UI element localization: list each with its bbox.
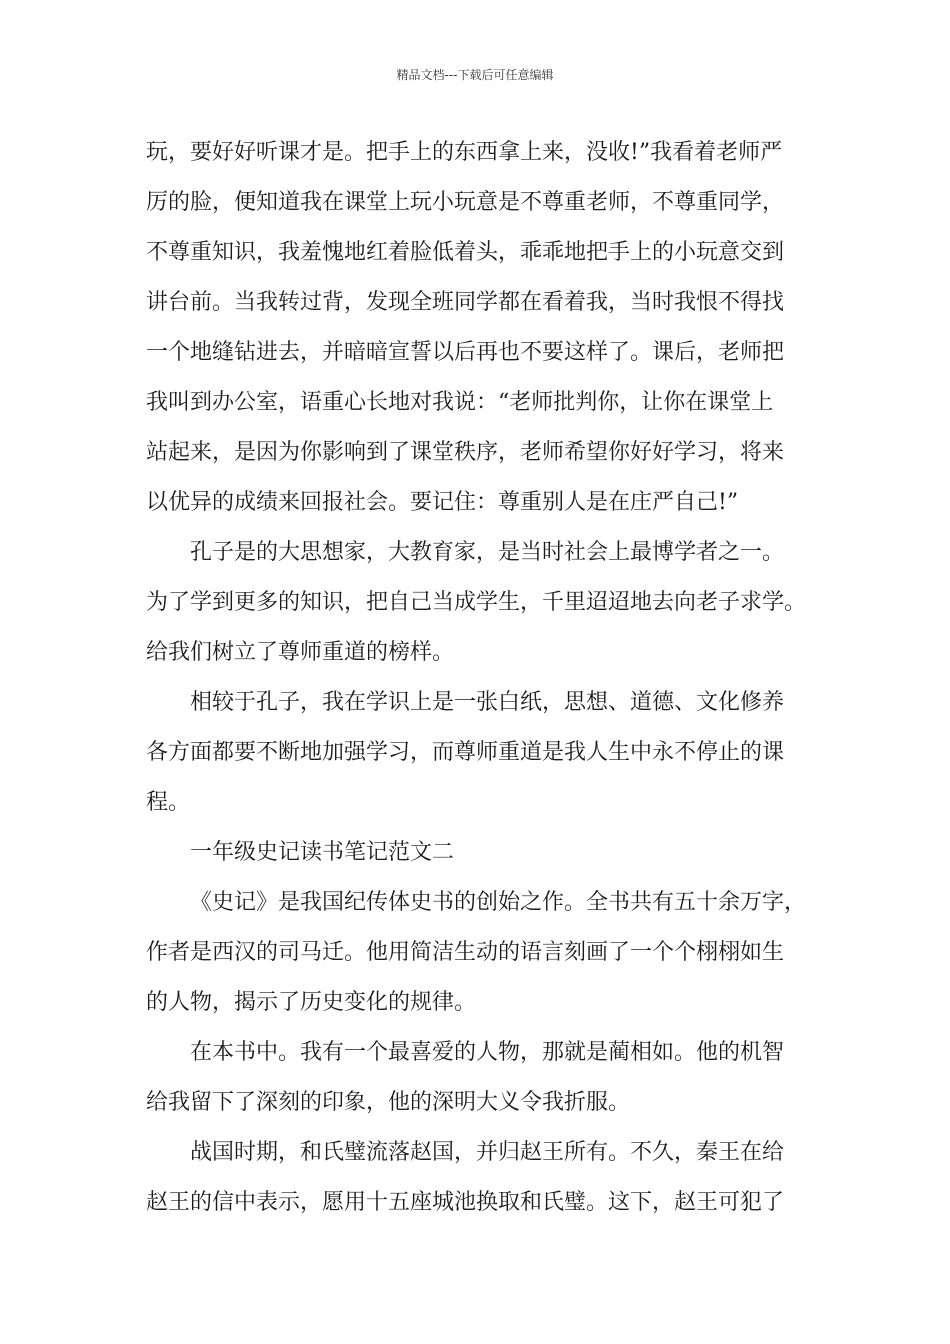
text-line: 各方面都要不断地加强学习，而尊师重道是我人生中永不停止的课 [146, 740, 785, 765]
text-line: 厉的脸，便知道我在课堂上玩小玩意是不尊重老师，不尊重同学， [146, 190, 785, 215]
text-line: 讲台前。当我转过背，发现全班同学都在看着我，当时我恨不得找 [146, 290, 785, 315]
text-line: 为了学到更多的知识，把自己当成学生，千里迢迢地去向老子求学。 [146, 590, 807, 615]
text-line: 作者是西汉的司马迁。他用简洁生动的语言刻画了一个个栩栩如生 [146, 940, 785, 965]
text-line: 我叫到办公室，语重心长地对我说：“老师批判你，让你在课堂上 [146, 390, 774, 415]
text-line: 以优异的成绩来回报社会。要记住：尊重别人是在庄严自己!” [146, 490, 739, 515]
paragraph-start-line: 在本书中。我有一个最喜爱的人物，那就是蔺相如。他的机智 [190, 1040, 785, 1065]
paragraph-start-line: 《史记》是我国纪传体史书的创始之作。全书共有五十余万字， [190, 890, 807, 915]
paragraph-start-line: 孔子是的大思想家，大教育家，是当时社会上最博学者之一。 [190, 540, 785, 565]
text-line: 的人物，揭示了历史变化的规律。 [146, 990, 477, 1015]
paragraph-start-line: 战国时期，和氏璧流落赵国，并归赵王所有。不久，秦王在给 [190, 1140, 785, 1165]
document-body [146, 128, 818, 1228]
text-line: 赵王的信中表示，愿用十五座城池换取和氏璧。这下，赵王可犯了 [146, 1190, 785, 1215]
text-line: 给我留下了深刻的印象，他的深明大义令我折服。 [146, 1090, 631, 1115]
text-line: 程。 [146, 790, 191, 815]
text-line: 给我们树立了尊师重道的榜样。 [146, 640, 455, 665]
text-line: 站起来，是因为你影响到了课堂秩序，老师希望你好好学习，将来 [146, 440, 785, 465]
section-heading: 一年级史记读书笔记范文二 [190, 840, 455, 865]
text-line: 不尊重知识，我羞愧地红着脸低着头，乖乖地把手上的小玩意交到 [146, 240, 785, 265]
text-line: 玩，要好好听课才是。把手上的东西拿上来，没收!”我看着老师严 [146, 140, 783, 165]
page-header: 精品文档---下载后可任意编辑 [396, 68, 554, 82]
text-line: 一个地缝钻进去，并暗暗宣誓以后再也不要这样了。课后，老师把 [146, 340, 785, 365]
paragraph-start-line: 相较于孔子，我在学识上是一张白纸，思想、道德、文化修养 [190, 690, 785, 715]
